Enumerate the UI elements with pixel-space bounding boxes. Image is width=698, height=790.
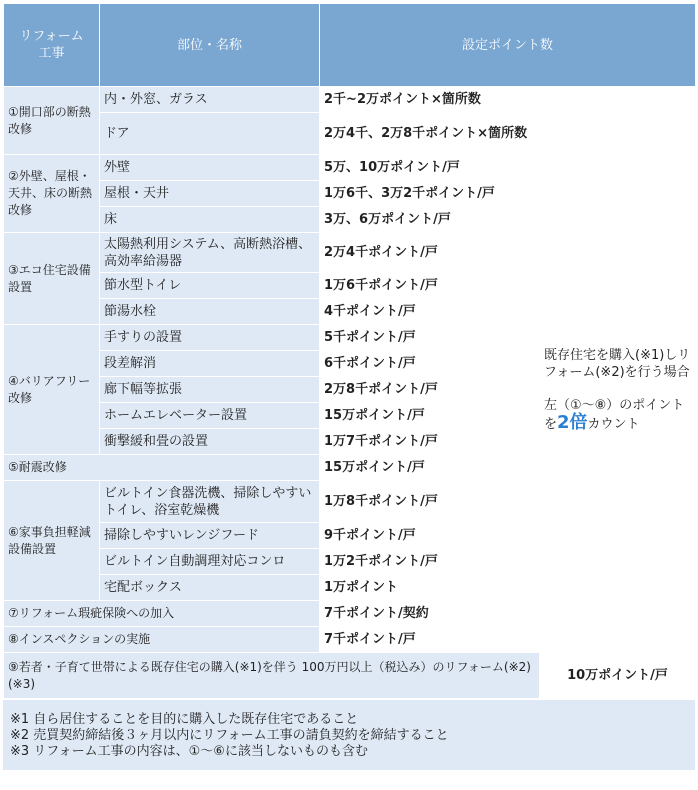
points-cell: 2万8千ポイント/戸 (320, 377, 540, 403)
header-reform-work: リフォーム 工事 (4, 4, 100, 87)
subsidy-points-table-container (3, 3, 695, 770)
points-cell: 2千~2万ポイント×箇所数 (320, 87, 540, 113)
points-cell: 15万ポイント/戸 (320, 455, 540, 481)
points-cell: 2万4千ポイント/戸 (320, 233, 540, 273)
points-cell: 1万8千ポイント/戸 (320, 481, 540, 523)
item-cell: ビルトイン自動調理対応コンロ (100, 549, 320, 575)
category-cell: ⑨若者・子育て世帯による既存住宅の購入(※1)を伴う 100万円以上（税込み）のリフォーム(※2)(※3) (4, 653, 540, 699)
footnote-1: ※1 自ら居住することを目的に購入した既存住宅であること (10, 712, 359, 727)
item-cell: ビルトイン食器洗機、掃除しやすいトイレ、浴室乾燥機 (100, 481, 320, 523)
item-cell: 掃除しやすいレンジフード (100, 523, 320, 549)
category-cell: ①開口部の断熱改修 (4, 87, 100, 155)
item-cell: 廊下幅等拡張 (100, 377, 320, 403)
points-cell: 1万6千ポイント/戸 (320, 273, 540, 299)
points-cell: 10万ポイント/戸 (540, 653, 696, 699)
points-cell: 7千ポイント/契約 (320, 601, 540, 627)
item-cell: 節水型トイレ (100, 273, 320, 299)
footnote-3: ※3 リフォーム工事の内容は、①～⑥に該当しないものも含む (10, 744, 368, 759)
reform-points-table (3, 3, 696, 699)
item-cell: 段差解消 (100, 351, 320, 377)
footnote-2: ※2 売買契約締結後３ヶ月以内にリフォーム工事の請負契約を締結すること (10, 728, 449, 743)
points-cell: 1万ポイント (320, 575, 540, 601)
item-cell: 屋根・天井 (100, 181, 320, 207)
points-cell: 6千ポイント/戸 (320, 351, 540, 377)
item-cell: 節湯水栓 (100, 299, 320, 325)
header-part-name: 部位・名称 (100, 4, 320, 87)
note-condition: 既存住宅を購入(※1)しリフォーム(※2)を行う場合 (544, 347, 691, 380)
points-cell: 1万2千ポイント/戸 (320, 549, 540, 575)
double-emphasis: 2倍 (557, 411, 588, 433)
table-row (4, 653, 696, 699)
header-points: 設定ポイント数 (320, 4, 696, 87)
points-cell: 1万7千ポイント/戸 (320, 429, 540, 455)
category-cell: ⑦リフォーム瑕疵保険への加入 (4, 601, 320, 627)
points-cell: 2万4千、2万8千ポイント×箇所数 (320, 113, 540, 155)
item-cell: ホームエレベーター設置 (100, 403, 320, 429)
double-points-note (540, 87, 696, 653)
item-cell: 手すりの設置 (100, 325, 320, 351)
table-row (4, 87, 696, 113)
item-cell: 外壁 (100, 155, 320, 181)
category-cell: ③エコ住宅設備設置 (4, 233, 100, 325)
category-cell: ⑤耐震改修 (4, 455, 320, 481)
footnotes (3, 700, 695, 770)
points-cell: 4千ポイント/戸 (320, 299, 540, 325)
item-cell: 太陽熱利用システム、高断熱浴槽、高効率給湯器 (100, 233, 320, 273)
category-cell: ⑧インスペクションの実施 (4, 627, 320, 653)
category-cell: ②外壁、屋根・天井、床の断熱改修 (4, 155, 100, 233)
item-cell: 宅配ボックス (100, 575, 320, 601)
item-cell: 衝撃緩和畳の設置 (100, 429, 320, 455)
points-cell: 3万、6万ポイント/戸 (320, 207, 540, 233)
points-cell: 5万、10万ポイント/戸 (320, 155, 540, 181)
table-header-row (4, 4, 696, 87)
points-cell: 9千ポイント/戸 (320, 523, 540, 549)
item-cell: 内・外窓、ガラス (100, 87, 320, 113)
item-cell: 床 (100, 207, 320, 233)
points-cell: 15万ポイント/戸 (320, 403, 540, 429)
points-cell: 1万6千、3万2千ポイント/戸 (320, 181, 540, 207)
category-cell: ④バリアフリー改修 (4, 325, 100, 455)
item-cell: ドア (100, 113, 320, 155)
category-cell: ⑥家事負担軽減設備設置 (4, 481, 100, 601)
points-cell: 7千ポイント/戸 (320, 627, 540, 653)
points-cell: 5千ポイント/戸 (320, 325, 540, 351)
note-double-count: 左（①～⑧）のポイントを2倍カウント (544, 397, 685, 433)
